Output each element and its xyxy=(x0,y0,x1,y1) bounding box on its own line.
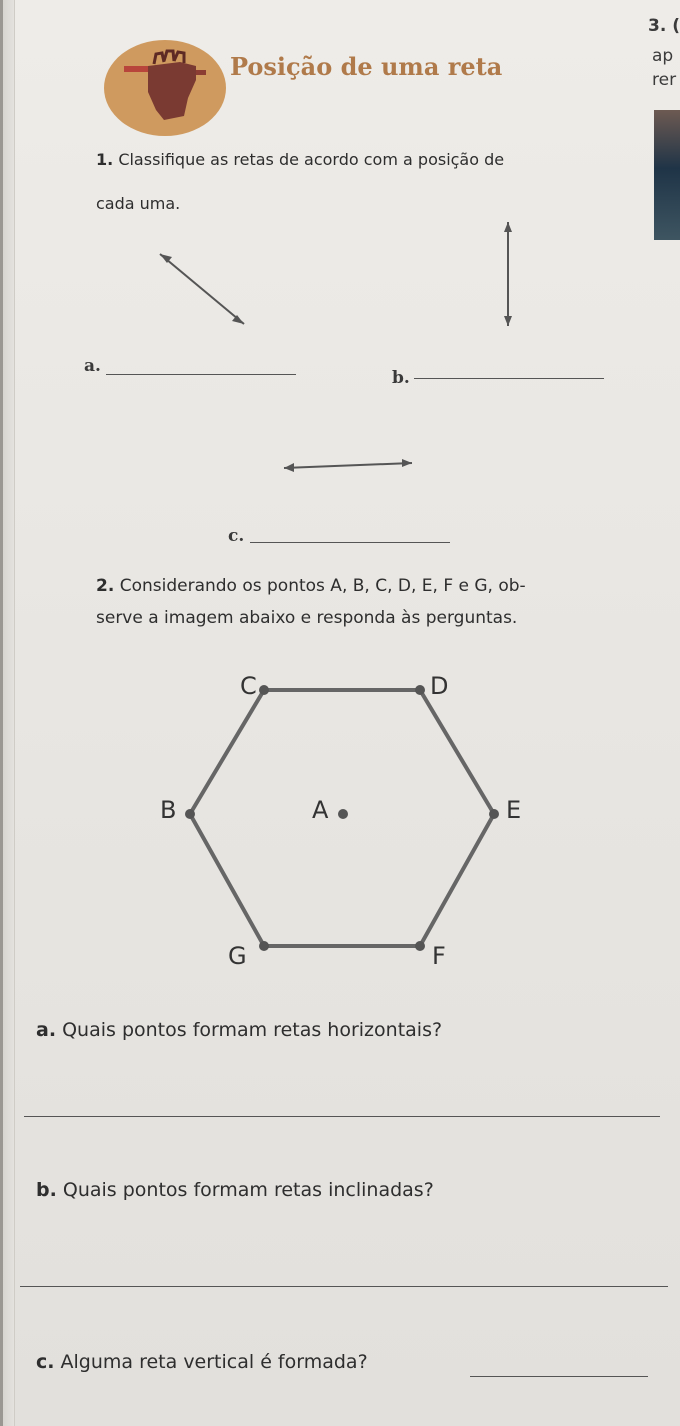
label-c: c. xyxy=(228,526,245,546)
point-a xyxy=(338,809,348,819)
subquestion-a xyxy=(36,1018,442,1042)
subquestion-c xyxy=(36,1350,368,1374)
point-e xyxy=(489,809,499,819)
label-a: a. xyxy=(84,356,101,376)
side-text-line2: rer xyxy=(652,70,677,90)
question-2-line2: serve a imagem abaixo e responda às perguntas. xyxy=(96,608,518,628)
question-1-line2: cada uma. xyxy=(96,194,181,213)
point-f xyxy=(415,941,425,951)
page-title: Posição de uma reta xyxy=(230,52,503,81)
subquestion-b-text: Quais pontos formam retas inclinadas? xyxy=(62,1179,434,1201)
label-point-f: F xyxy=(432,942,446,970)
side-text-line1: ap xyxy=(652,46,674,66)
label-point-a: A xyxy=(312,796,329,824)
point-b xyxy=(185,809,195,819)
answer-line-2c[interactable] xyxy=(470,1376,648,1377)
point-g xyxy=(259,941,269,951)
label-point-e: E xyxy=(506,796,522,824)
side-question-number: 3. ( xyxy=(648,16,680,36)
subquestion-c-letter: c. xyxy=(36,1351,55,1373)
subquestion-c-text: Alguma reta vertical é formada? xyxy=(60,1351,368,1373)
subquestion-a-text: Quais pontos formam retas horizontais? xyxy=(62,1019,443,1041)
question-1-number: 1. xyxy=(96,150,114,169)
point-c xyxy=(259,685,269,695)
label-point-g: G xyxy=(228,942,247,970)
subquestion-b-letter: b. xyxy=(36,1179,57,1201)
label-point-c: C xyxy=(240,672,257,700)
label-point-b: B xyxy=(160,796,177,824)
point-d xyxy=(415,685,425,695)
label-point-d: D xyxy=(430,672,449,700)
question-2-number: 2. xyxy=(96,576,115,596)
answer-line-2b[interactable] xyxy=(20,1286,668,1287)
question-1-text: Classifique as retas de acordo com a posição de xyxy=(118,150,505,169)
question-2-text: Considerando os pontos A, B, C, D, E, F e G, ob- xyxy=(119,576,526,596)
subquestion-a-letter: a. xyxy=(36,1019,57,1041)
subquestion-b xyxy=(36,1178,434,1202)
label-b: b. xyxy=(392,368,410,388)
answer-line-2a[interactable] xyxy=(24,1116,660,1117)
